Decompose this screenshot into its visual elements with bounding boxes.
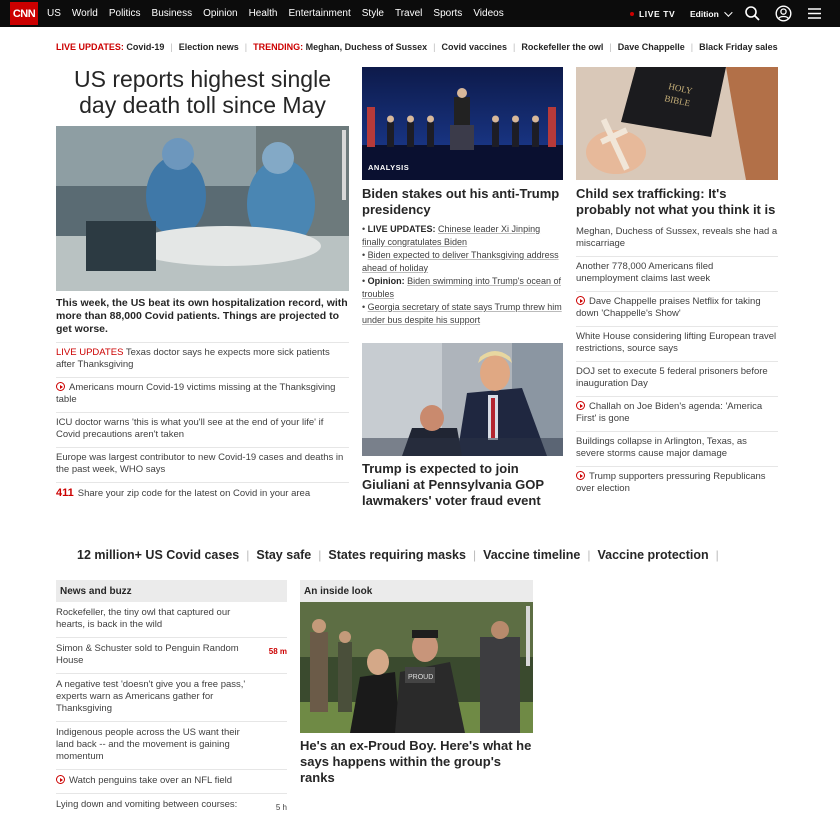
- bullet-item[interactable]: • Opinion: Biden swimming into Trump's ocean of troubles: [362, 276, 561, 299]
- list-item-text: Trump supporters pressuring Republicans over election: [576, 471, 766, 494]
- list-item[interactable]: [56, 674, 287, 722]
- live-updates-tag: LIVE UPDATES: [56, 347, 124, 358]
- analysis-badge: ANALYSIS: [368, 163, 410, 172]
- edition-selector[interactable]: [690, 0, 730, 27]
- list-item[interactable]: [576, 467, 778, 501]
- bullet-item[interactable]: • LIVE UPDATES: Chinese leader Xi Jinping finally congratulates Biden: [362, 224, 541, 247]
- play-video-icon: [56, 382, 65, 391]
- lead-story: [56, 66, 349, 506]
- bullet-label: LIVE UPDATES:: [367, 224, 436, 234]
- covid-link-vaccine-protection[interactable]: Vaccine protection: [597, 548, 709, 562]
- bullet-text: Biden expected to deliver Thanksgiving address ahead of holiday: [362, 250, 559, 273]
- list-item-text: Challah on Joe Biden's agenda: 'America First' is gone: [576, 401, 763, 424]
- list-item[interactable]: [56, 343, 349, 378]
- trending-label: TRENDING:: [253, 42, 304, 52]
- divider: |: [715, 548, 719, 562]
- list-item[interactable]: [576, 292, 778, 327]
- svg-text:PROUD: PROUD: [408, 674, 434, 681]
- list-item[interactable]: [56, 413, 349, 448]
- nav-link-health[interactable]: Health: [248, 8, 278, 19]
- list-item[interactable]: [56, 378, 349, 413]
- play-video-icon: [56, 775, 65, 784]
- list-item-text: Texas doctor says he expects more sick patients after Thanksgiving: [56, 347, 330, 370]
- covid-link-stay-safe[interactable]: Stay safe: [256, 548, 312, 562]
- list-item[interactable]: [576, 362, 778, 397]
- list-item[interactable]: [56, 448, 349, 483]
- list-item-text: Europe was largest contributor to new Covid-19 cases and deaths in the past week, WHO says: [56, 452, 344, 475]
- list-item-text: A negative test 'doesn't give you a free pass,' experts warn as Americans gather for Thanksgiving: [56, 679, 246, 714]
- trending-link-chappelle[interactable]: Dave Chappelle: [617, 42, 685, 52]
- list-item-text: Another 778,000 Americans filed unemployment claims last week: [576, 261, 714, 284]
- trending-link-meghan[interactable]: Meghan, Duchess of Sussex: [305, 42, 428, 52]
- list-item-text: Dave Chappelle praises Netflix for taking down 'Chappelle's Show': [576, 296, 761, 319]
- lead-image[interactable]: [56, 126, 349, 291]
- list-item-text: DOJ set to execute 5 federal prisoners before inauguration Day: [576, 366, 768, 389]
- list-item[interactable]: [56, 483, 349, 506]
- list-item[interactable]: [576, 327, 778, 362]
- list-item[interactable]: [576, 432, 778, 467]
- bullet-item[interactable]: • Georgia secretary of state says Trump threw him under bus despite his support: [362, 302, 562, 325]
- bullet-text: Georgia secretary of state says Trump threw him under bus despite his support: [362, 302, 562, 325]
- nav-link-sports[interactable]: Sports: [433, 8, 463, 19]
- list-item[interactable]: [56, 722, 287, 770]
- cnn-logo[interactable]: CNN: [10, 2, 38, 25]
- list-item[interactable]: [56, 794, 287, 817]
- list-item[interactable]: [576, 257, 778, 292]
- play-video-icon: [576, 471, 585, 480]
- trending-link-owl[interactable]: Rockefeller the owl: [521, 42, 604, 52]
- nav-link-videos[interactable]: Videos: [473, 8, 504, 19]
- svg-text:BIBLE: BIBLE: [663, 93, 692, 109]
- nav-links: [47, 0, 504, 27]
- covid-link-masks[interactable]: States requiring masks: [328, 548, 466, 562]
- divider: |: [609, 42, 612, 52]
- edition-label: Edition: [690, 8, 719, 19]
- divider: |: [690, 42, 694, 52]
- divider: |: [246, 548, 250, 562]
- trending-bar: [56, 41, 778, 53]
- nav-link-entertainment[interactable]: Entertainment: [288, 8, 351, 19]
- bullet-text: Chinese leader Xi Jinping finally congratulates Biden: [362, 224, 541, 247]
- proud-boy-headline[interactable]: He's an ex-Proud Boy. Here's what he says happens within the group's ranks: [300, 738, 532, 785]
- live-updates-label: LIVE UPDATES:: [56, 42, 124, 52]
- chevron-down-icon: [724, 8, 732, 16]
- play-video-icon: [576, 401, 585, 410]
- bullet-label: Opinion:: [367, 276, 405, 286]
- lead-summary[interactable]: This week, the US beat its own hospitalization record, with more than 88,000 Covid patients. Things are projected to get worse.: [56, 297, 348, 335]
- lead-headline[interactable]: US reports highest single day death toll since May: [74, 66, 331, 118]
- list-item-text: Indigenous people across the US want their land back -- and the movement is gaining momentum: [56, 727, 240, 762]
- 411-badge: 411: [56, 487, 74, 499]
- nav-link-politics[interactable]: Politics: [108, 8, 141, 19]
- nav-link-us[interactable]: US: [47, 8, 61, 19]
- svg-text:HOLY: HOLY: [667, 81, 694, 96]
- account-icon[interactable]: [775, 5, 792, 22]
- live-dot-icon: [630, 12, 634, 16]
- live-tv-label: LIVE TV: [639, 8, 676, 19]
- politics-column: [362, 67, 563, 509]
- play-video-icon: [576, 296, 585, 305]
- biden-stage-image[interactable]: [362, 67, 563, 180]
- nav-link-world[interactable]: World: [71, 8, 98, 19]
- news-and-buzz: [56, 580, 287, 817]
- proud-boy-image[interactable]: [300, 602, 533, 733]
- menu-icon[interactable]: [806, 5, 823, 22]
- list-item[interactable]: [576, 222, 778, 257]
- divider: |: [513, 42, 516, 52]
- feature-list: [576, 222, 778, 501]
- trending-link-election[interactable]: Election news: [178, 42, 239, 52]
- divider: |: [433, 42, 436, 52]
- trafficking-headline[interactable]: Child sex trafficking: It's probably not what you think it is: [576, 186, 776, 217]
- list-item-text: Buildings collapse in Arlington, Texas, as severe storms cause major damage: [576, 436, 747, 459]
- feature-column: [576, 67, 778, 501]
- list-item[interactable]: [56, 602, 287, 638]
- nav-link-travel[interactable]: Travel: [394, 8, 423, 19]
- list-item[interactable]: [56, 638, 287, 674]
- trending-link-vaccines[interactable]: Covid vaccines: [441, 42, 508, 52]
- nav-link-business[interactable]: Business: [151, 8, 193, 19]
- trending-link-covid[interactable]: Covid-19: [126, 42, 165, 52]
- list-item[interactable]: [576, 397, 778, 432]
- divider: |: [587, 548, 591, 562]
- bible-cross-image[interactable]: [576, 67, 778, 180]
- divider: |: [318, 548, 322, 562]
- nav-link-style[interactable]: Style: [361, 8, 384, 19]
- list-item-text: Watch penguins take over an NFL field: [69, 775, 232, 786]
- covid-link-vaccine-timeline[interactable]: Vaccine timeline: [483, 548, 581, 562]
- inside-look: [300, 580, 533, 786]
- section-header: News and buzz: [56, 580, 287, 602]
- list-item-text: Simon & Schuster sold to Penguin Random House: [56, 643, 239, 666]
- trump-giuliani-headline[interactable]: Trump is expected to join Giuliani at Pennsylvania GOP lawmakers' voter fraud event: [362, 461, 544, 508]
- list-item-text: Lying down and vomiting between courses:: [56, 799, 238, 810]
- list-item-text: ICU doctor warns 'this is what you'll see at the end of your life' if Covid precautions aren't taken: [56, 417, 324, 440]
- trending-link-black-friday[interactable]: Black Friday sales: [699, 42, 778, 52]
- divider: |: [472, 548, 477, 562]
- biden-headline[interactable]: Biden stakes out his anti-Trump presidency: [362, 186, 560, 217]
- lead-related-list: [56, 342, 349, 506]
- biden-bullets: [362, 223, 563, 327]
- list-item-text: Rockefeller, the tiny owl that captured our hearts, is back in the wild: [56, 607, 231, 630]
- search-icon[interactable]: [744, 5, 761, 22]
- nav-link-opinion[interactable]: Opinion: [203, 8, 238, 19]
- covid-links-bar: [77, 547, 726, 563]
- covid-link-cases[interactable]: 12 million+ US Covid cases: [77, 548, 240, 562]
- list-item[interactable]: [56, 770, 287, 794]
- bullet-text: Biden swimming into Trump's ocean of troubles: [362, 276, 561, 299]
- trump-giuliani-image[interactable]: [362, 343, 563, 456]
- list-item-text: Meghan, Duchess of Sussex, reveals she had a miscarriage: [576, 226, 778, 249]
- timestamp: 5 h: [275, 803, 287, 812]
- divider: |: [170, 42, 173, 52]
- bullet-item[interactable]: • Biden expected to deliver Thanksgiving address ahead of holiday: [362, 250, 559, 273]
- list-item-text: Share your zip code for the latest on Covid in your area: [77, 488, 311, 499]
- live-tv-button[interactable]: [630, 0, 675, 27]
- list-item-text: Americans mourn Covid-19 victims missing at the Thanksgiving table: [56, 382, 336, 405]
- divider: |: [244, 42, 248, 52]
- timestamp: 58 m: [268, 647, 287, 656]
- top-nav: [0, 0, 840, 27]
- list-item-text: White House considering lifting European travel restrictions, source says: [576, 331, 777, 354]
- section-header: An inside look: [300, 580, 533, 602]
